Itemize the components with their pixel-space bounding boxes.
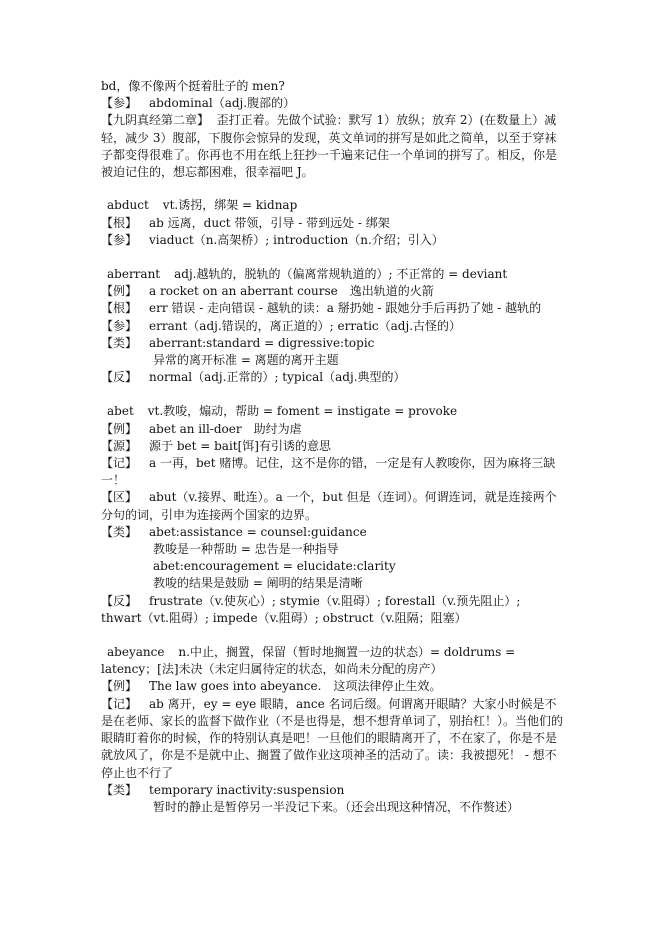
abduct-root-row: [101, 215, 563, 232]
root-tag: 【根】: [101, 301, 138, 316]
headword: abet: [107, 404, 134, 419]
root-tag: 【根】: [101, 215, 138, 230]
entry-abeyance-head: [101, 644, 563, 678]
memo-text: a 一再，bet 赌博。记住，这不是你的错，一定是有人教唆你，因为麻将三缺一！: [101, 456, 556, 488]
class-tag: 【类】: [101, 782, 138, 797]
class-text: aberrant:standard = digressive:topic: [149, 335, 375, 350]
antonym-text: frustrate（v.使灰心）; stymie（v.阻碍）; forestall（v.预先阻止）; thwart（vt.阻碍）; impede（v.阻碍）; obstruct（v.阻隔；阻塞）: [101, 593, 521, 625]
memo-text: ab 离开，ey = eye 眼睛，ance 名词后缀。何谓离开眼睛？大家小时候是不是在老师、家长的监督下做作业（不是也得是，想不想背单词了，别抬杠！）。当他们的眼睛盯着你的时候，作的特别认真是吧！一旦他们的眼睛离开了，不在家了，你是不是就放风了，你是不是就中止、搁置了做作业这项神圣的活动了。读：我被摁死！ - 想不停止也不行了: [101, 696, 564, 780]
antonym-text: normal（adj.正常的）; typical（adj.典型的）: [149, 370, 406, 385]
definition: vt.教唆，煽动，帮助 = foment = instigate = provoke: [147, 404, 458, 419]
aberrant-class-row: [101, 335, 563, 352]
note-tag: 【九阴真经第二章】: [101, 113, 210, 128]
example-text: The law goes into abeyance. 这项法律停止生效。: [149, 679, 442, 694]
ref-tag: 【参】: [101, 318, 138, 333]
abeyance-memo-row: [101, 696, 563, 782]
abet-example-row: [101, 421, 563, 438]
headword: abeyance: [107, 645, 165, 660]
root-text: err 错误 - 走向错误 - 越轨的读：a 掰扔她 - 跟她分手后再扔了她 - 越轨的: [149, 301, 542, 316]
class-tag: 【类】: [101, 335, 138, 350]
ref-text: abdominal（adj.腹部的）: [149, 96, 296, 111]
memo-tag: 【记】: [101, 696, 138, 711]
intro-line: bd，像不像两个挺着肚子的 men?: [101, 79, 285, 93]
ref-tag: 【参】: [101, 96, 138, 111]
distinguish-tag: 【区】: [101, 490, 138, 505]
intro-note: [101, 112, 563, 180]
antonym-tag: 【反】: [101, 370, 138, 385]
example-tag: 【例】: [101, 679, 138, 694]
class-text: abet:assistance = counsel:guidance: [149, 524, 367, 539]
definition: adj.越轨的，脱轨的（偏离常规轨道的）; 不正常的 = deviant: [174, 267, 508, 282]
aberrant-example-row: [101, 283, 563, 300]
abet-memo-row: [101, 455, 563, 489]
abeyance-example-row: [101, 678, 563, 695]
abet-class-row-3: abet:encouragement = elucidate:clarity: [153, 559, 396, 574]
abet-class-row-4: 教唆的结果是鼓励 = 阐明的结果是清晰: [153, 576, 363, 591]
entry-aberrant-head: [101, 266, 563, 283]
example-tag: 【例】: [101, 284, 138, 299]
definition: vt.诱拐，绑架 = kidnap: [162, 198, 298, 213]
example-text: a rocket on an aberrant course 逸出轨道的火箭: [149, 284, 434, 299]
aberrant-class-row-2: 异常的离开标准 = 离题的离开主题: [153, 353, 339, 368]
example-tag: 【例】: [101, 421, 138, 436]
example-text: abet an ill-doer 助纣为虐: [149, 421, 302, 436]
source-text: 源于 bet = bait[饵]有引诱的意思: [149, 438, 331, 453]
aberrant-root-row: [101, 300, 563, 317]
abet-class-row-2: 教唆是一种帮助 = 忠告是一种指导: [153, 542, 339, 557]
memo-tag: 【记】: [101, 456, 138, 471]
class-text: temporary inactivity:suspension: [149, 782, 345, 797]
abet-class-row: [101, 524, 563, 541]
aberrant-antonym-row: [101, 369, 563, 386]
headword: aberrant: [107, 267, 161, 282]
distinguish-text: abut（v.接界、毗连）。a 一个，but 但是（连词）。何谓连词，就是连接两个分句的词，引申为连接两个国家的边界。: [101, 490, 557, 522]
abet-antonym-row: [101, 593, 563, 627]
entry-abet-head: [101, 403, 563, 420]
abeyance-class-row: [101, 782, 563, 799]
intro-ref-row: [101, 95, 563, 112]
ref-text: errant（adj.错误的，离正道的）; erratic（adj.古怪的）: [149, 318, 462, 333]
ref-text: viaduct（n.高架桥）; introduction（n.介绍；引入）: [149, 232, 444, 247]
root-text: ab 远离，duct 带领，引导 - 带到远处 - 绑架: [149, 215, 390, 230]
abet-source-row: [101, 438, 563, 455]
definition: n.中止，搁置，保留（暂时地搁置一边的状态）= doldrums = latency；[法]未决（未定归属待定的状态，如尚未分配的房产）: [101, 645, 516, 677]
abduct-ref-row: [101, 232, 563, 249]
source-tag: 【源】: [101, 438, 138, 453]
abet-distinguish-row: [101, 489, 563, 523]
aberrant-ref-row: [101, 318, 563, 335]
entry-abduct-head: [101, 197, 563, 214]
note-text: 歪打正着。先做个试验：默写 1）放纵；放弃 2）(在数量上）减轻，减少 3）腹部，下腹你会惊异的发现，英文单词的拼写是如此之简单，以至于穿袜子都变得很难了。你再也不用在纸上狂抄一千遍来记住一个单词的拼写了。相反，你是被迫记住的，想忘都困难，很幸福吧 J。: [101, 113, 558, 180]
headword: abduct: [107, 198, 149, 213]
document-body: [101, 78, 563, 816]
abeyance-class-row-2: 暂时的静止是暂停另一半没记下来。（还会出现这种情况，不作赘述）: [153, 799, 520, 814]
antonym-tag: 【反】: [101, 593, 138, 608]
ref-tag: 【参】: [101, 232, 138, 247]
class-tag: 【类】: [101, 524, 138, 539]
